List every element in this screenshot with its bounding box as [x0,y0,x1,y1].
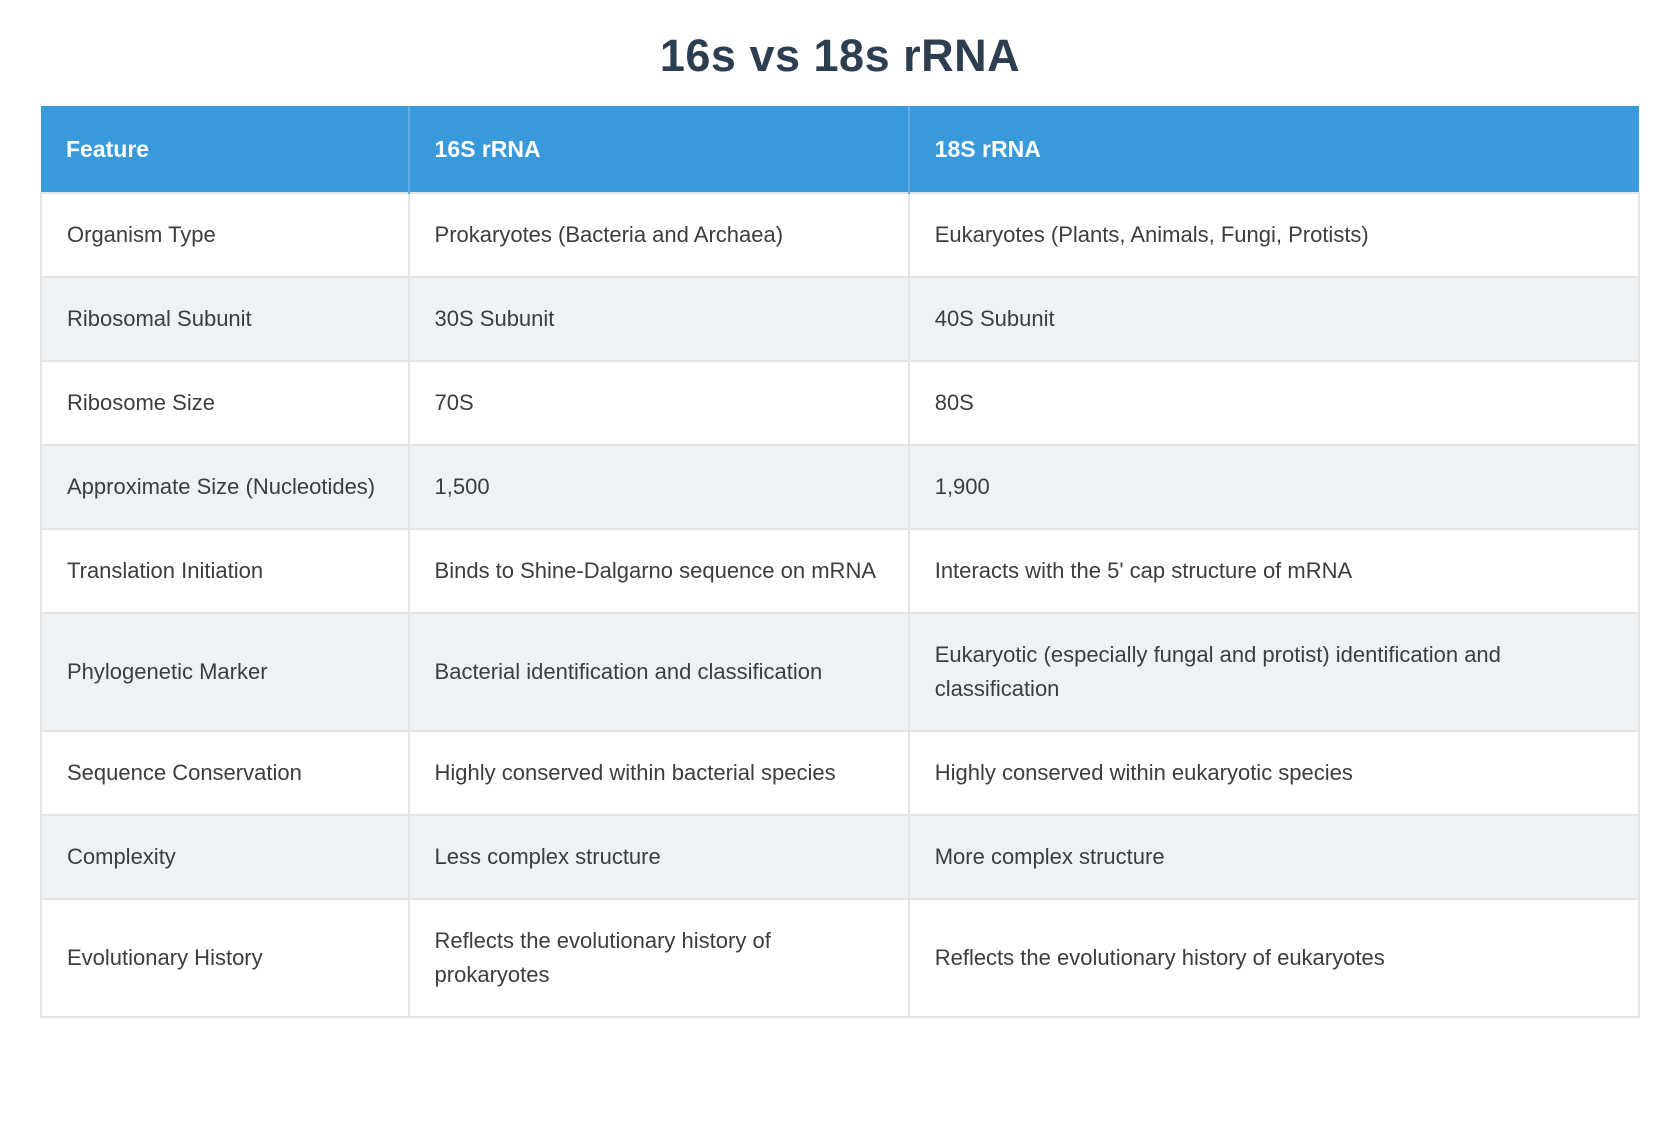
table-row [41,445,1639,529]
value-cell-18s: Eukaryotes (Plants, Animals, Fungi, Protists) [909,193,1639,277]
value-cell-18s: 1,900 [909,445,1639,529]
value-cell-16s: Prokaryotes (Bacteria and Archaea) [409,193,909,277]
feature-cell: Sequence Conservation [41,731,409,815]
value-cell-16s: Highly conserved within bacterial species [409,731,909,815]
column-header-18s-rrna: 18S rRNA [909,106,1639,193]
table-row [41,731,1639,815]
table-row [41,193,1639,277]
value-cell-16s: Bacterial identification and classification [409,613,909,731]
feature-cell: Translation Initiation [41,529,409,613]
table-header [41,106,1639,193]
comparison-table [40,106,1640,1018]
column-header-feature: Feature [41,106,409,193]
feature-cell: Complexity [41,815,409,899]
value-cell-16s: 70S [409,361,909,445]
page-title: 16s vs 18s rRNA [659,30,1021,81]
feature-cell: Phylogenetic Marker [41,613,409,731]
feature-cell: Ribosomal Subunit [41,277,409,361]
feature-cell: Organism Type [41,193,409,277]
feature-cell: Approximate Size (Nucleotides) [41,445,409,529]
value-cell-18s: Interacts with the 5' cap structure of mRNA [909,529,1639,613]
value-cell-16s: 1,500 [409,445,909,529]
table-row [41,815,1639,899]
value-cell-18s: More complex structure [909,815,1639,899]
header-row [41,106,1639,193]
table-body [41,193,1639,1017]
table-row [41,613,1639,731]
value-cell-16s: Reflects the evolutionary history of prokaryotes [409,899,909,1017]
feature-cell: Evolutionary History [41,899,409,1017]
value-cell-16s: Binds to Shine-Dalgarno sequence on mRNA [409,529,909,613]
table-row [41,277,1639,361]
value-cell-16s: Less complex structure [409,815,909,899]
table-row [41,529,1639,613]
value-cell-16s: 30S Subunit [409,277,909,361]
table-row [41,899,1639,1017]
value-cell-18s: Highly conserved within eukaryotic species [909,731,1639,815]
value-cell-18s: Reflects the evolutionary history of eukaryotes [909,899,1639,1017]
value-cell-18s: 40S Subunit [909,277,1639,361]
column-header-16s-rrna: 16S rRNA [409,106,909,193]
table-row [41,361,1639,445]
feature-cell: Ribosome Size [41,361,409,445]
value-cell-18s: Eukaryotic (especially fungal and protist) identification and classification [909,613,1639,731]
value-cell-18s: 80S [909,361,1639,445]
